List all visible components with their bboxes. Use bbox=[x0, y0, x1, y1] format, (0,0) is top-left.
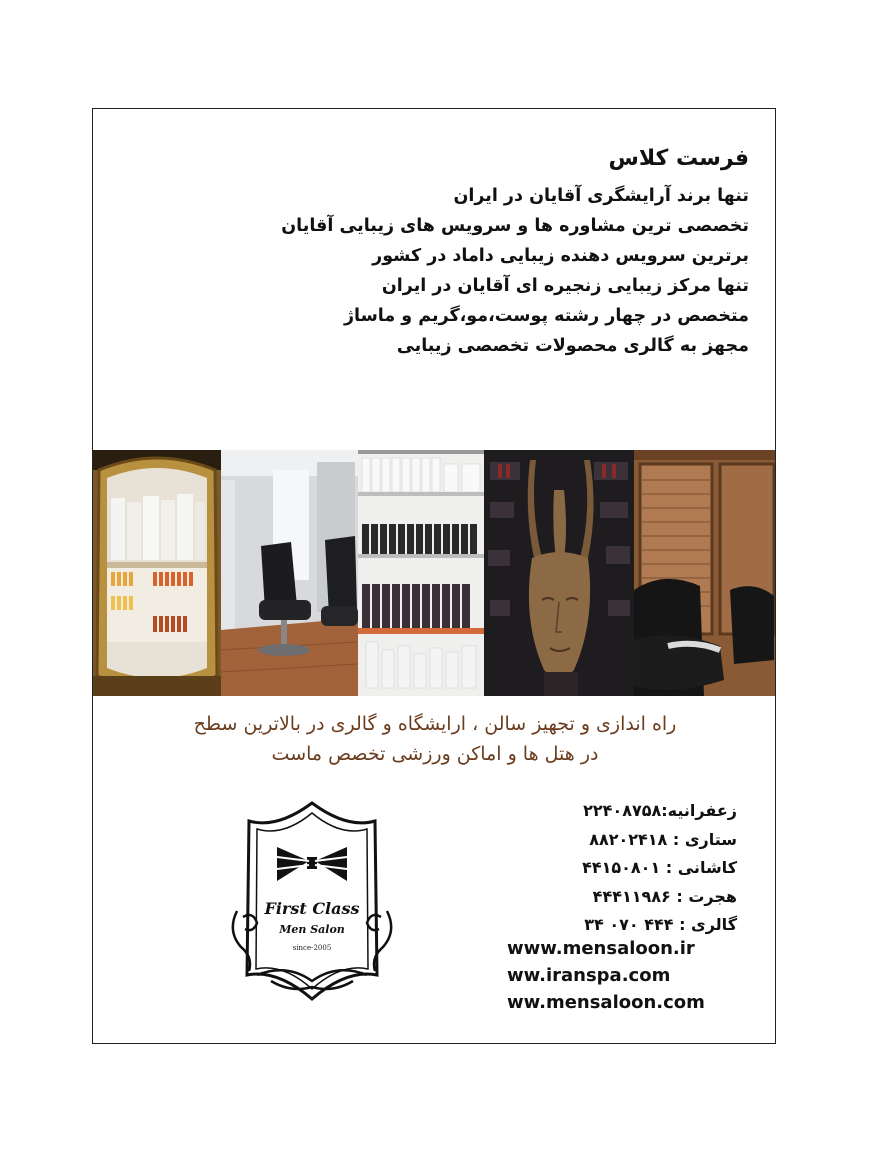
tagline-line: در هتل ها و اماکن ورزشی تخصص ماست bbox=[271, 743, 599, 765]
logo-since: since-2005 bbox=[292, 944, 332, 952]
intro-block bbox=[149, 145, 749, 361]
website-list bbox=[507, 935, 757, 1016]
logo-subtitle: Men Salon bbox=[279, 923, 345, 936]
photo-collage bbox=[93, 450, 776, 696]
branch-phone: کاشانی : ۴۴۱۵۰۸۰۱ bbox=[582, 858, 737, 877]
photo-bronze-sculpture bbox=[484, 450, 634, 696]
feature-line: مجهز به گالری محصولات تخصصی زیبایی bbox=[396, 336, 749, 356]
website-link[interactable]: www.mensaloon.ir bbox=[507, 938, 695, 959]
tagline-line: راه اندازی و تجهیز سالن ، ارایشگاه و گالری در بالاترین سطح bbox=[193, 713, 677, 735]
branch-phone: گالری : ۴۴۴ ۰۷۰ ۳۴ bbox=[584, 915, 737, 934]
feature-line: تخصصی ترین مشاوره ها و سرویس های زیبایی آقایان bbox=[281, 216, 749, 236]
branch-phone: زعفرانیه:۲۲۴۰۸۷۵۸ bbox=[583, 801, 737, 820]
photo-barber-chair bbox=[221, 450, 358, 696]
feature-line: تنها مرکز زیبایی زنجیره ای آقایان در ایران bbox=[381, 276, 749, 296]
tagline bbox=[93, 709, 776, 769]
advertisement-page bbox=[92, 108, 776, 1044]
website-link[interactable]: ww.mensaloon.com bbox=[507, 992, 705, 1013]
feature-line: برترین سرویس دهنده زیبایی داماد در کشور bbox=[372, 246, 749, 266]
branch-phone: ستاری : ۸۸۲۰۲۴۱۸ bbox=[589, 829, 737, 849]
photo-salon-chair bbox=[634, 450, 776, 696]
photo-product-shelves bbox=[358, 450, 484, 696]
brand-title: فرست کلاس bbox=[608, 146, 749, 171]
website-link[interactable]: ww.iranspa.com bbox=[507, 965, 671, 986]
first-class-logo bbox=[227, 799, 397, 1004]
logo-brand: First Class bbox=[264, 899, 360, 918]
branch-phone: هجرت : ۴۴۴۱۱۹۸۶ bbox=[592, 886, 737, 906]
photo-products-mirror bbox=[93, 450, 221, 696]
branch-phone-list bbox=[507, 797, 737, 940]
feature-line: تنها برند آرایشگری آقایان در ایران bbox=[453, 186, 749, 206]
feature-line: متخصص در چهار رشته پوست،مو،گریم و ماساژ bbox=[343, 306, 749, 326]
